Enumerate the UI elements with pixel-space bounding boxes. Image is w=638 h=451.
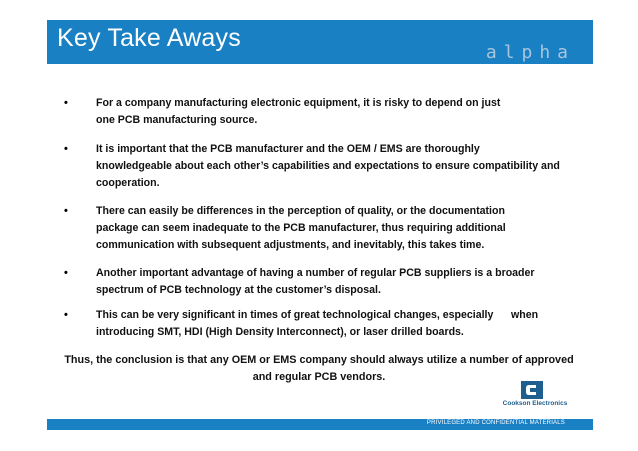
bullet-line: There can easily be differences in the perception of quality, or the documentation	[96, 205, 505, 217]
bullet-line: spectrum of PCB technology at the customer’s disposal.	[96, 284, 381, 296]
bullet-marker: •	[64, 205, 68, 217]
conclusion-line: Thus, the conclusion is that any OEM or EMS company should always utilize a number of approved	[64, 354, 574, 366]
bullet-marker: •	[64, 97, 68, 109]
bullet-line: package can seem inadequate to the PCB manufacturer, thus requiring additional	[96, 222, 506, 234]
bullet-line: Another important advantage of having a number of regular PCB suppliers is a broader	[96, 267, 535, 279]
bullet-line: cooperation.	[96, 177, 160, 189]
bullet-line: communication with subsequent adjustments, and inevitably, this takes time.	[96, 239, 485, 251]
bullet-marker: •	[64, 143, 68, 155]
footer-bar	[47, 419, 593, 430]
brand-wordmark: alpha	[485, 42, 575, 63]
conclusion-line: and regular PCB vendors.	[252, 371, 386, 383]
slide-title: Key Take Aways	[57, 24, 241, 52]
bullet-marker: •	[64, 309, 68, 321]
bullet-line: introducing SMT, HDI (High Density Interconnect), or laser drilled boards.	[96, 326, 464, 338]
company-logo	[499, 381, 571, 413]
logo-label: Cookson Electronics	[502, 400, 568, 407]
bullet-marker: •	[64, 267, 68, 279]
bullet-line: one PCB manufacturing source.	[96, 114, 258, 126]
bullet-line: This can be very significant in times of great technological changes, especially when	[96, 309, 539, 321]
bullet-line: For a company manufacturing electronic equipment, it is risky to depend on just	[96, 97, 501, 109]
bullet-line: It is important that the PCB manufacturer and the OEM / EMS are thoroughly	[96, 143, 480, 155]
cookson-logo-icon	[521, 381, 543, 399]
bullet-line: knowledgeable about each other’s capabilities and expectations to ensure compatibility and	[96, 160, 560, 172]
header-bar	[47, 20, 593, 64]
footer-confidential-label: PRIVILEGED AND CONFIDENTIAL MATERIALS	[426, 420, 565, 426]
